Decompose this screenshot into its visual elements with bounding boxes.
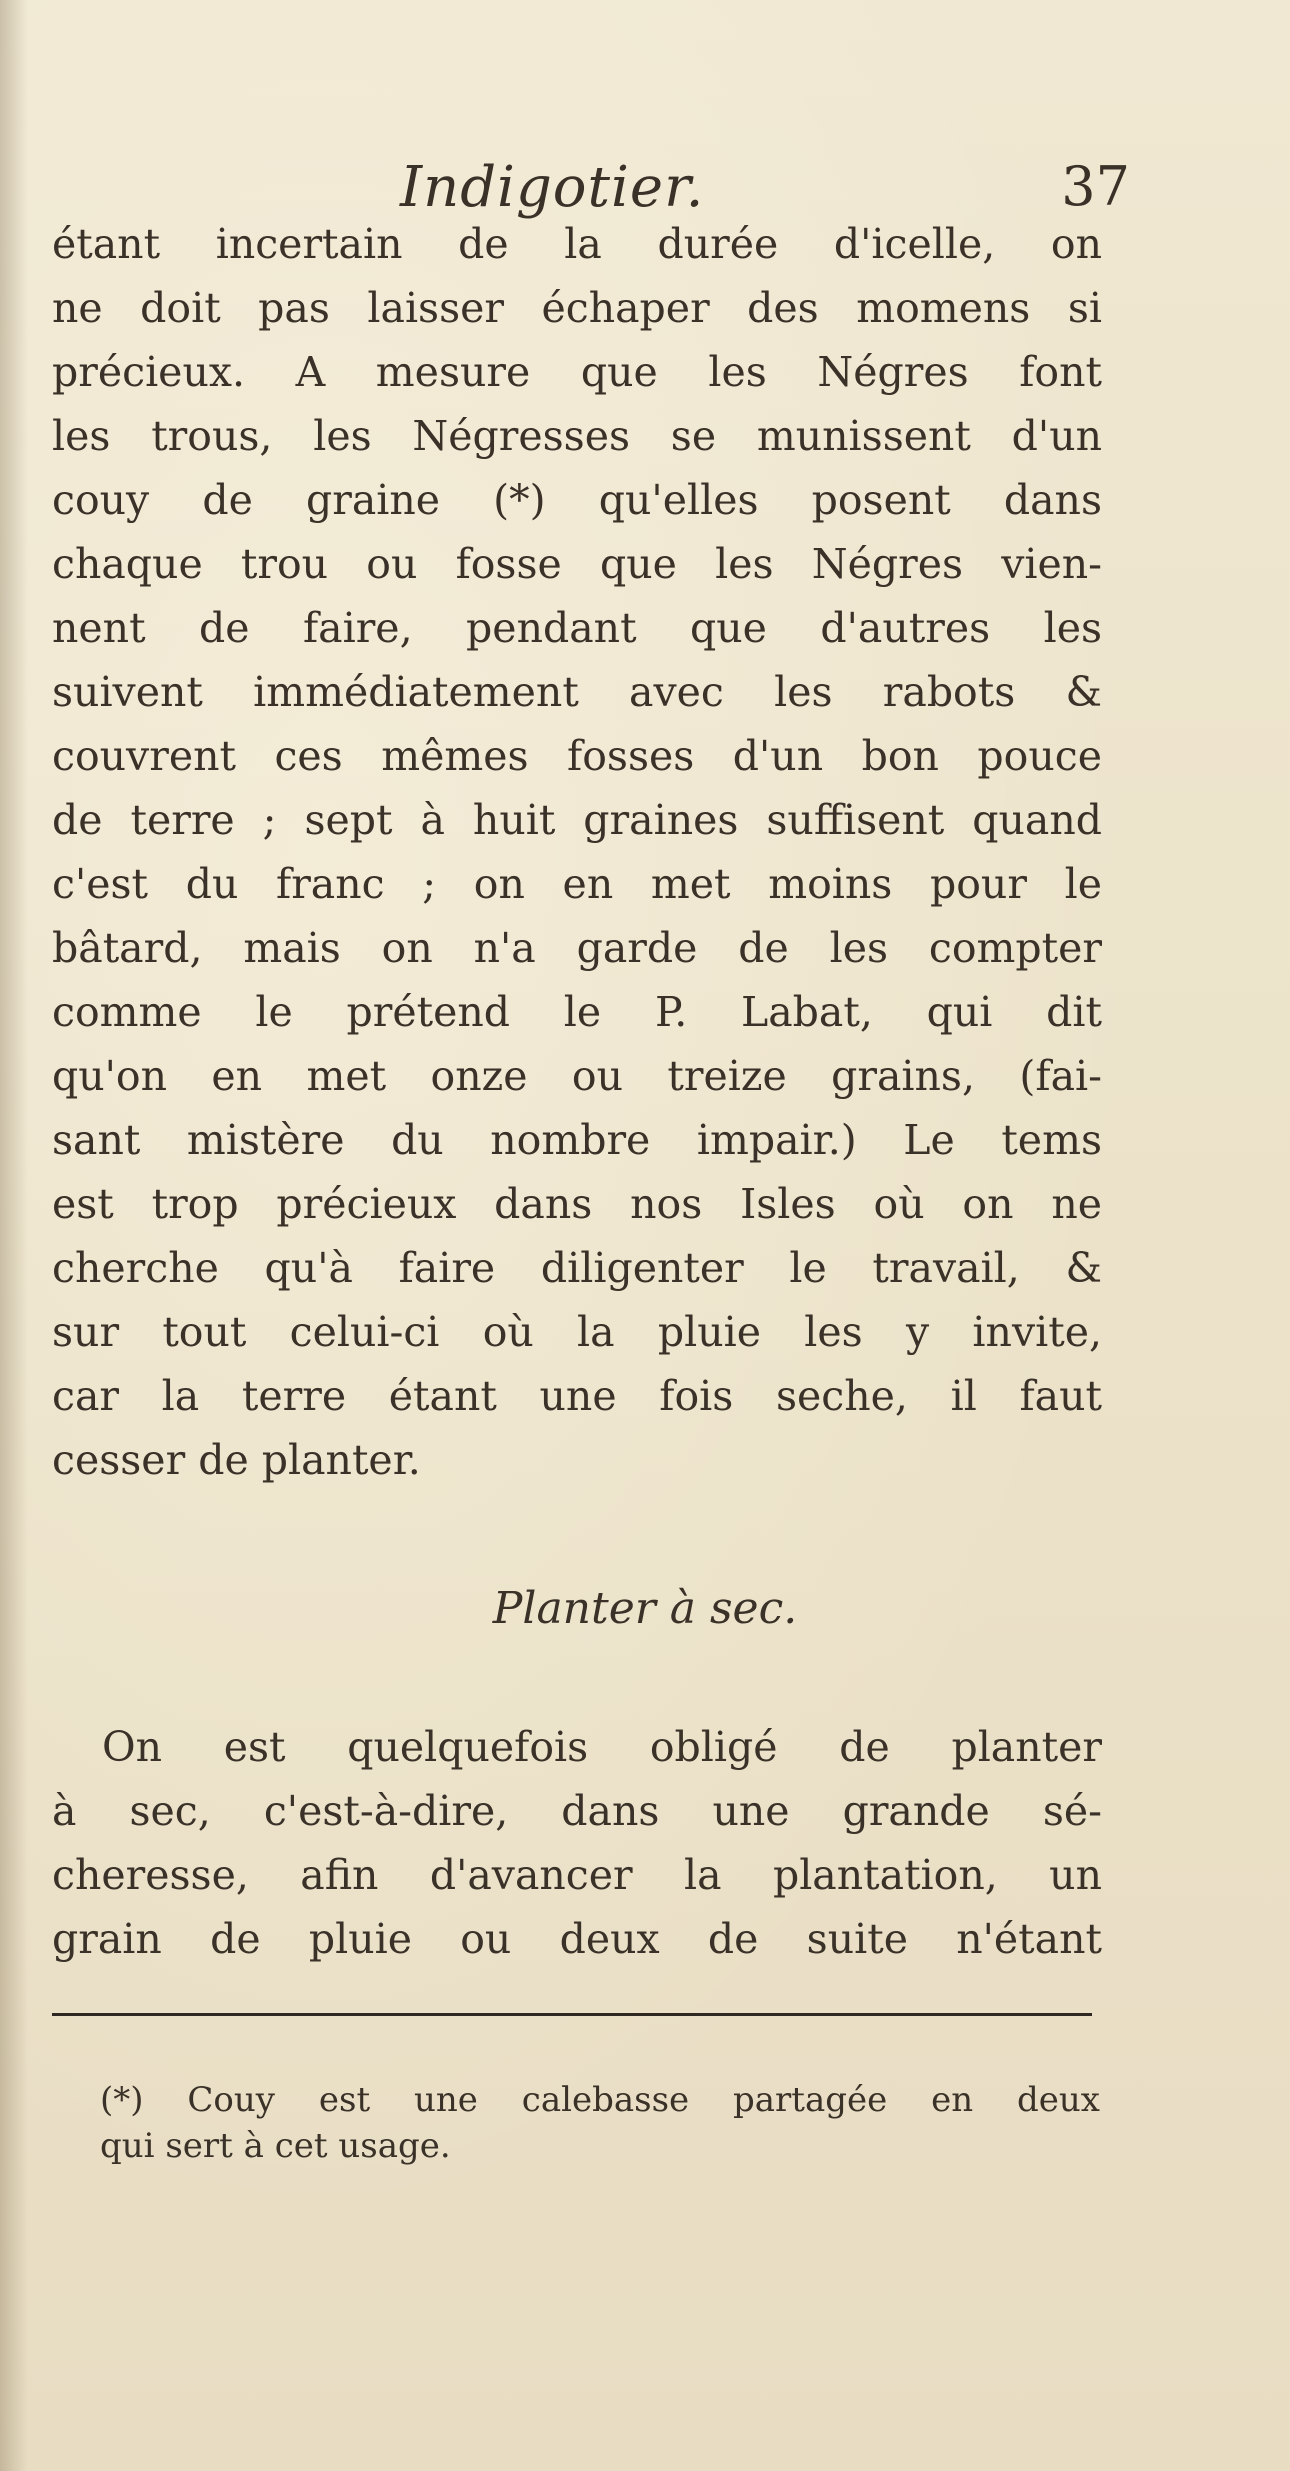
text-line: sur tout celui-ci où la pluie les y invite, [52, 1308, 1102, 1356]
text-line: à sec, c'est-à-dire, dans une grande sé- [52, 1787, 1102, 1835]
text-line: est trop précieux dans nos Isles où on ne [52, 1180, 1102, 1228]
text-line: chaque trou ou fosse que les Négres vien- [52, 540, 1102, 588]
text-line: cherche qu'à faire diligenter le travail, & [52, 1244, 1102, 1292]
text-line: couvrent ces mêmes fosses d'un bon pouce [52, 732, 1102, 780]
text-line: sant mistère du nombre impair.) Le tems [52, 1116, 1102, 1164]
text-line: bâtard, mais on n'a garde de les compter [52, 924, 1102, 972]
paragraph-2 [52, 1715, 1102, 1971]
text-line: ne doit pas laisser échaper des momens si [52, 284, 1102, 332]
page-number: 37 [1061, 155, 1130, 218]
text-line: car la terre étant une fois seche, il faut [52, 1372, 1102, 1420]
text-line: de terre ; sept à huit graines suffisent quand [52, 796, 1102, 844]
text-line: On est quelquefois obligé de planter [102, 1723, 1102, 1771]
paragraph-1 [52, 212, 1102, 1492]
text-line: couy de graine (*) qu'elles posent dans [52, 476, 1102, 524]
text-line: étant incertain de la durée d'icelle, on [52, 220, 1102, 268]
text-line: précieux. A mesure que les Négres font [52, 348, 1102, 396]
section-heading: Planter à sec. [492, 1583, 798, 1634]
text-line: suivent immédiatement avec les rabots & [52, 668, 1102, 716]
text-line: c'est du franc ; on en met moins pour le [52, 860, 1102, 908]
footnote [100, 2077, 1100, 2169]
page-gutter-shadow [0, 0, 28, 2471]
footnote-divider [52, 2013, 1092, 2016]
text-line: cheresse, afin d'avancer la plantation, un [52, 1851, 1102, 1899]
running-title: Indigotier. [400, 155, 705, 220]
text-line: qu'on en met onze ou treize grains, (fai- [52, 1052, 1102, 1100]
footnote-line: (*) Couy est une calebasse partagée en deux [100, 2080, 1100, 2120]
text-line: comme le prétend le P. Labat, qui dit [52, 988, 1102, 1036]
text-line: cesser de planter. [52, 1436, 421, 1484]
text-line: les trous, les Négresses se munissent d'un [52, 412, 1102, 460]
text-line: grain de pluie ou deux de suite n'étant [52, 1915, 1102, 1963]
text-line: nent de faire, pendant que d'autres les [52, 604, 1102, 652]
footnote-line: qui sert à cet usage. [100, 2126, 451, 2166]
